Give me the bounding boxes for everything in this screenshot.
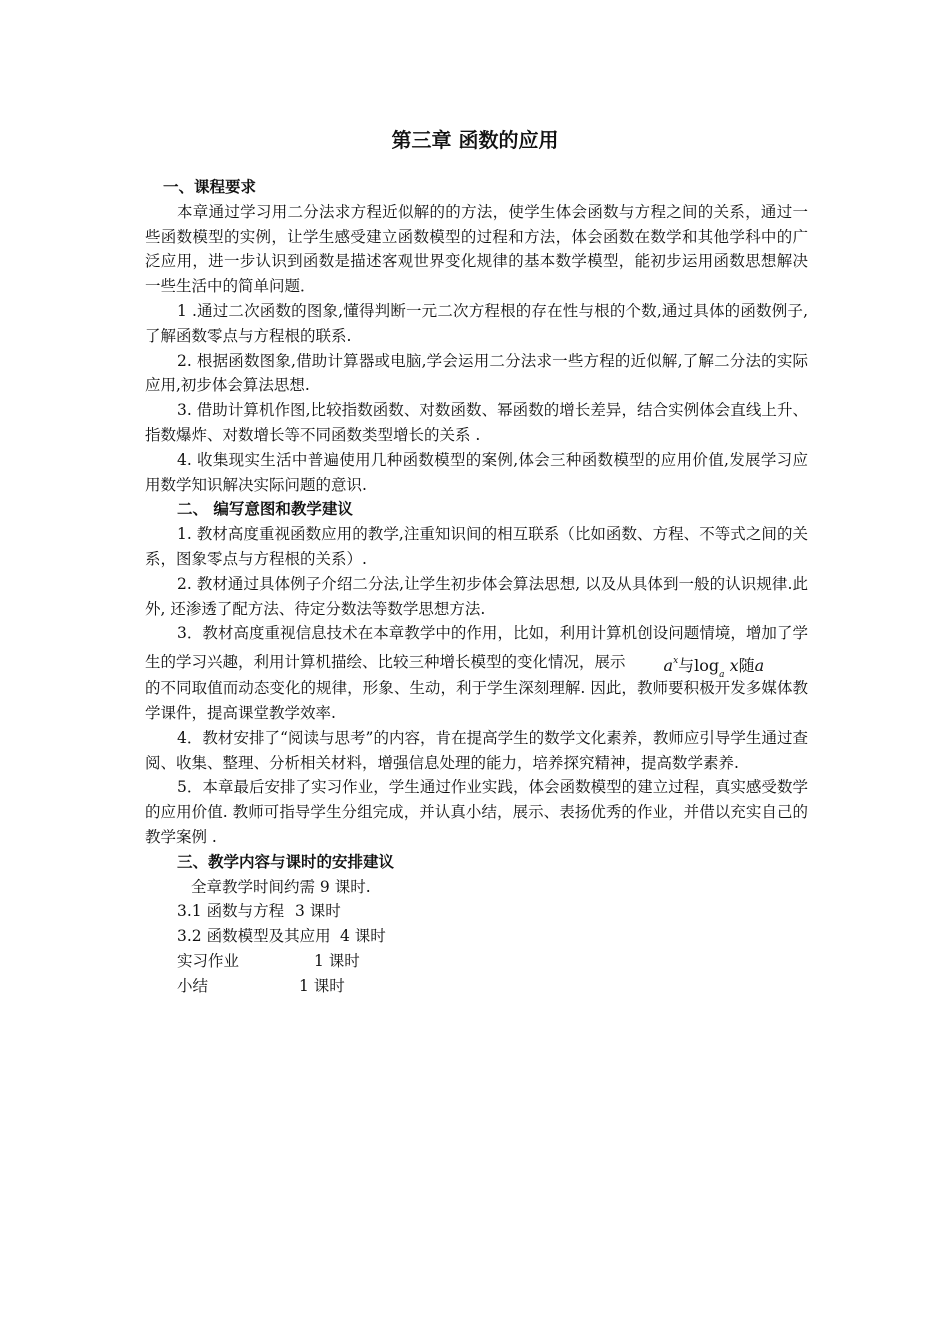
intro-paragraph: 本章通过学习用二分法求方程近似解的的方法，使学生体会函数与方程之间的关系，通过一些函数模型的实例，让学生感受建立函数模型的过程和方法，体会函数在数学和其他学科中的广泛应用，进一步认识到函数是描述客观世界变化规律的基本数学模型，能初步运用函数思想解决一些生活中的简单问题． xyxy=(145,202,808,296)
formula-exponent: x xyxy=(673,656,679,667)
schedule-hours: 1 课时 xyxy=(299,976,345,995)
schedule-topic: 3.1 函数与方程 xyxy=(177,902,285,921)
schedule-row xyxy=(145,899,808,924)
formula-conjunction: 与 xyxy=(678,656,695,676)
requirement-item-2: 2. 根据函数图象,借助计算器或电脑,学会运用二分法求一些方程的近似解,了解二分法的实际应用,初步体会算法思想. xyxy=(145,351,808,395)
requirement-item-4: 4. 收集现实生活中普遍使用几种函数模型的案例,体会三种函数模型的应用价值,发展学习应用数学知识解决实际问题的意识. xyxy=(145,450,808,494)
page-title: 第三章 函数的应用 xyxy=(391,128,559,152)
formula-log-base: a xyxy=(719,670,725,681)
schedule-total: 全章教学时间约需 9 课时. xyxy=(191,877,371,896)
suggestion-item-5: 5．本章最后安排了实习作业，学生通过作业实践，体会函数模型的建立过程，真实感受数学的应用价值. 教师可指导学生分组完成，并认真小结，展示、表扬优秀的作业，并借以充实自己的教学案例 . xyxy=(145,778,808,846)
section-heading-3: 三、教学内容与课时的安排建议 xyxy=(177,852,395,871)
schedule-row xyxy=(145,924,808,949)
math-formula xyxy=(626,646,765,681)
schedule-topic: 实习作业 xyxy=(177,951,240,970)
suggestion-item-3-text: 3．教材高度重视信息技术在本章教学中的作用，比如，利用计算机创设问题情境，增加了学生的学习兴趣，利用计算机描绘、比较三种增长模型的变化情况，展示 xyxy=(145,624,808,672)
suggestion-item-3 xyxy=(145,621,808,725)
schedule-hours: 4 课时 xyxy=(340,927,386,946)
formula-log: log xyxy=(694,656,720,676)
formula-a: a xyxy=(663,656,674,676)
requirement-item-1: 1 .通过二次函数的图象,懂得判断一元二次方程根的存在性与根的个数,通过具体的函数例子,了解函数零点与方程根的联系. xyxy=(145,301,808,345)
schedule-row xyxy=(145,949,808,974)
schedule-row xyxy=(145,974,808,999)
formula-a2: a xyxy=(754,656,765,676)
suggestion-item-3-continued: 的不同取值而动态变化的规律，形象、生动，利于学生深刻理解. 因此，教师要积极开发多媒体教学课件，提高课堂教学效率. xyxy=(145,679,808,722)
schedule-hours: 1 课时 xyxy=(314,951,360,970)
section-heading-2: 二、 编写意图和教学建议 xyxy=(177,500,353,519)
suggestion-item-1: 1. 教材高度重视函数应用的教学,注重知识间的相互联系（比如函数、方程、不等式之间的关系，图象零点与方程根的关系）. xyxy=(145,525,808,568)
document-body xyxy=(145,175,808,999)
schedule xyxy=(145,875,808,999)
suggestion-item-2: 2. 教材通过具体例子介绍二分法,让学生初步体会算法思想, 以及从具体到一般的认识规律.此外, 还渗透了配方法、待定分数法等数学思想方法. xyxy=(145,574,808,618)
schedule-topic: 3.2 函数模型及其应用 xyxy=(177,927,331,946)
requirement-item-3: 3. 借助计算机作图,比较指数函数、对数函数、幂函数的增长差异，结合实例体会直线上升、指数爆炸、对数增长等不同函数类型增长的关系 . xyxy=(145,401,808,444)
formula-x: x xyxy=(729,656,739,676)
schedule-topic: 小结 xyxy=(177,976,209,995)
formula-sui: 随 xyxy=(738,656,755,676)
section-heading-1: 一、课程要求 xyxy=(163,178,257,196)
suggestion-item-4: 4．教材安排了“阅读与思考”的内容，肯在提高学生的数学文化素养，教师应引导学生通过查阅、收集、整理、分析相关材料，增强信息处理的能力，培养探究精神，提高数学素养. xyxy=(145,728,808,772)
schedule-hours: 3 课时 xyxy=(295,902,341,921)
